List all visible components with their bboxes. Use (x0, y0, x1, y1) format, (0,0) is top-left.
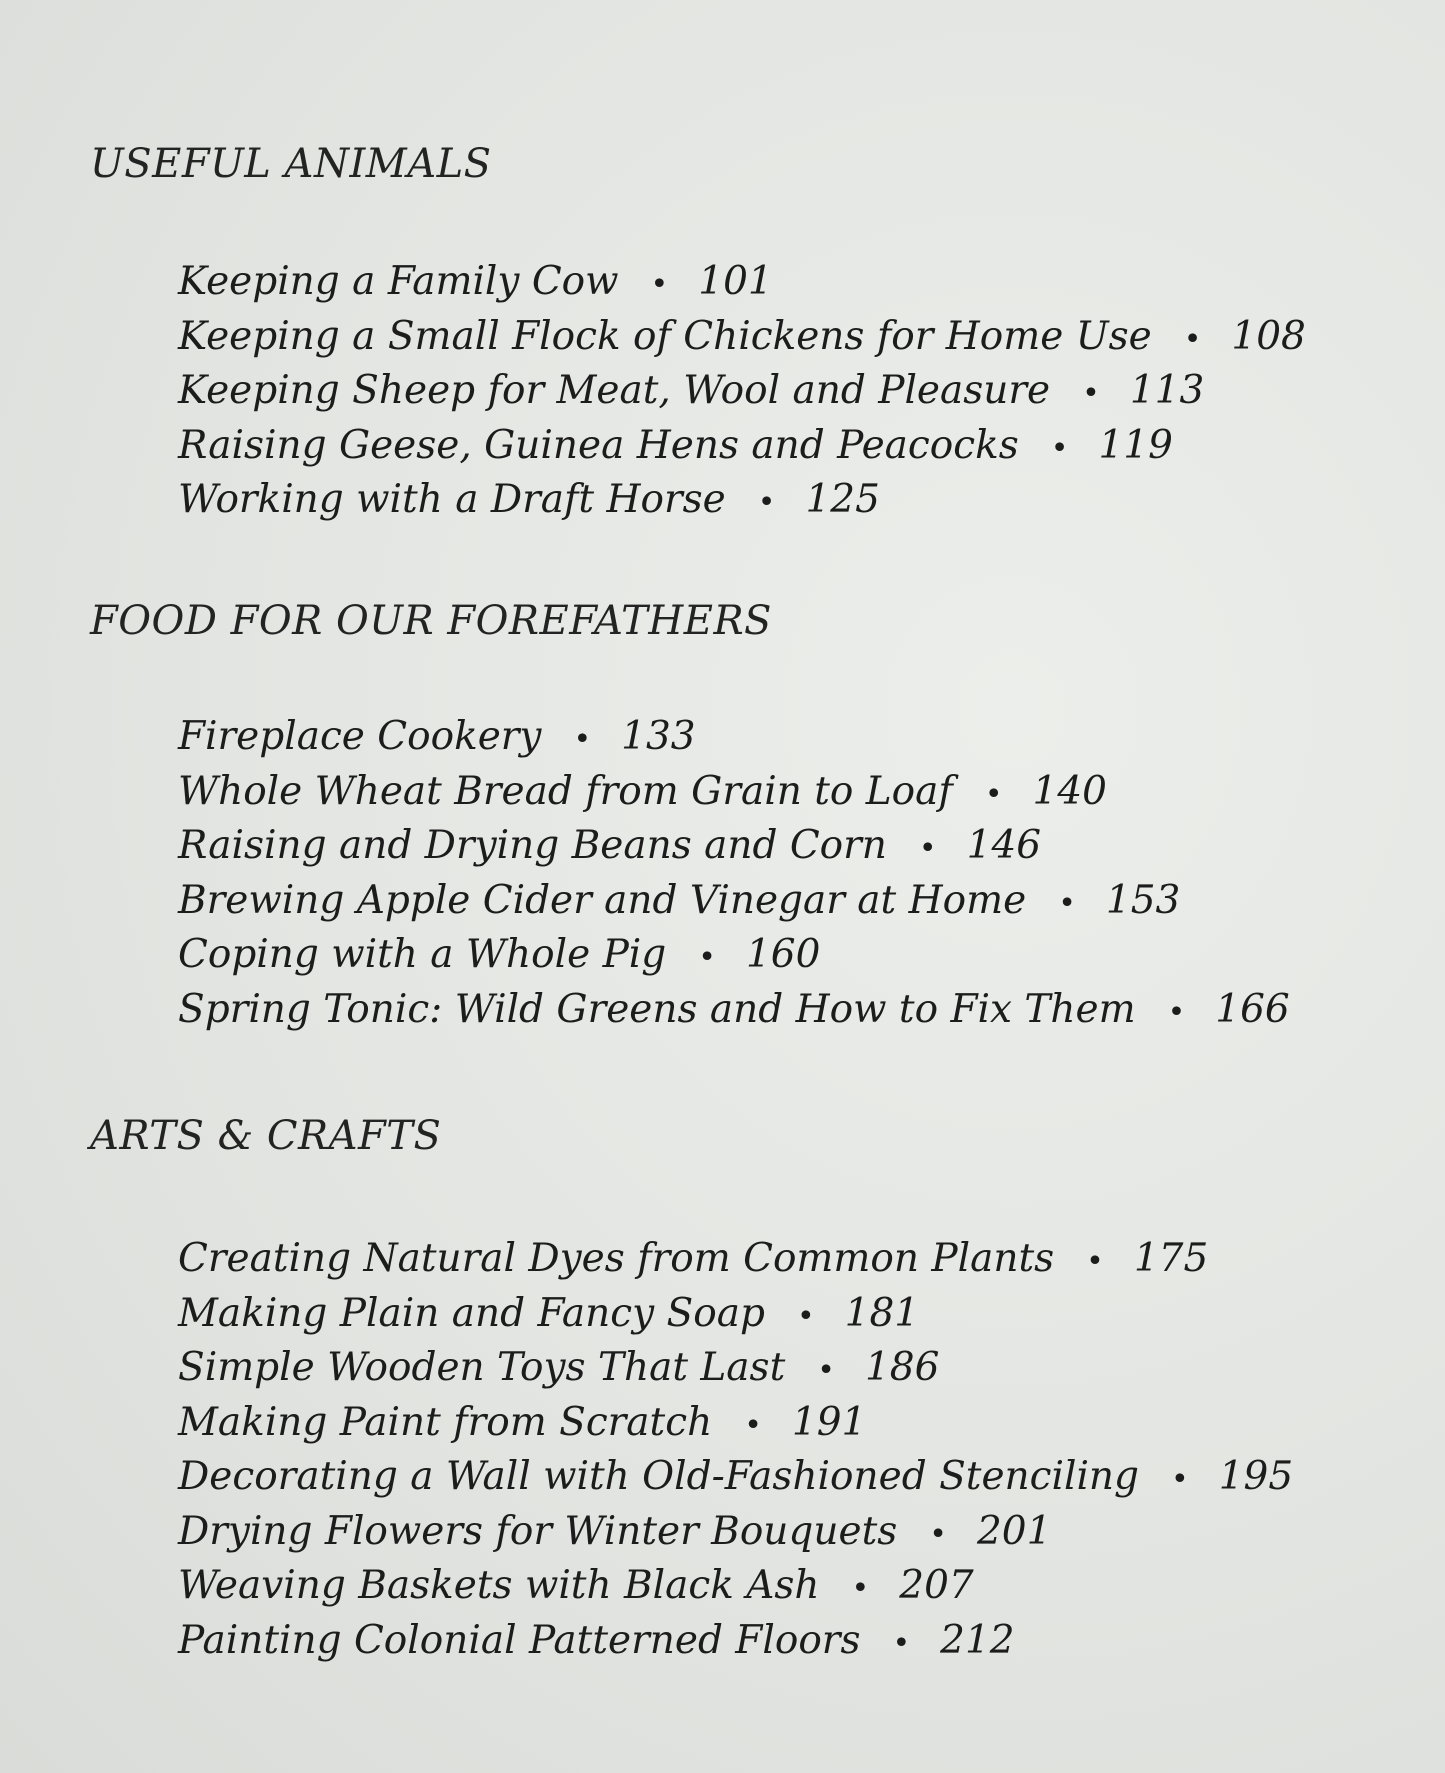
bullet-separator: • (757, 485, 776, 520)
entry-title: Coping with a Whole Pig (178, 932, 667, 977)
toc-entry (178, 1288, 1390, 1343)
entry-title: Making Paint from Scratch (178, 1399, 713, 1445)
toc-entry (178, 766, 1390, 821)
section-title: ARTS & CRAFTS (90, 1113, 442, 1159)
toc-entry (178, 875, 1390, 930)
bullet-separator: • (1082, 376, 1100, 411)
entry-page: 125 (805, 477, 880, 522)
entry-title: Decorating a Wall with Old-Fashioned Stenciling (178, 1454, 1140, 1499)
entry-list (90, 256, 1390, 529)
toc-entry (178, 256, 1390, 311)
bullet-separator: • (796, 1298, 815, 1334)
section-food-for-our-forefathers (90, 597, 1390, 1038)
toc-entry (178, 1451, 1390, 1506)
toc-entry (178, 311, 1390, 366)
entry-title: Fireplace Cookery (178, 714, 542, 759)
section-title: USEFUL ANIMALS (90, 141, 492, 187)
entry-page: 212 (940, 1617, 1015, 1663)
bullet-separator: • (573, 722, 592, 757)
toc-entry (178, 1506, 1390, 1561)
entry-page: 113 (1129, 368, 1205, 413)
toc-entry (178, 711, 1390, 766)
entry-page: 175 (1133, 1236, 1209, 1281)
toc-entry (178, 1615, 1390, 1670)
toc-entry (178, 820, 1390, 875)
bullet-separator: • (984, 776, 1003, 812)
section-useful-animals (90, 140, 1390, 529)
bullet-separator: • (1050, 430, 1069, 466)
bullet-separator: • (1167, 994, 1186, 1030)
entry-title: Painting Colonial Patterned Floors (178, 1617, 861, 1663)
entry-page: 201 (976, 1508, 1052, 1554)
bullet-separator: • (817, 1353, 835, 1388)
entry-title: Keeping a Family Cow (178, 259, 619, 304)
entry-page: 191 (791, 1399, 867, 1445)
bullet-separator: • (744, 1407, 762, 1443)
entry-title: Making Plain and Fancy Soap (178, 1290, 765, 1336)
entry-title: Working with a Draft Horse (178, 477, 726, 522)
entry-page: 108 (1231, 313, 1306, 359)
entry-title: Raising Geese, Guinea Hens and Peacocks (178, 422, 1019, 468)
bullet-separator: • (1171, 1462, 1189, 1497)
entry-title: Whole Wheat Bread from Grain to Loaf (178, 768, 953, 814)
entry-title: Creating Natural Dyes from Common Plants (178, 1236, 1055, 1281)
entry-title: Drying Flowers for Winter Bouquets (178, 1508, 898, 1554)
toc-entry (178, 1233, 1390, 1288)
entry-page: 140 (1032, 768, 1107, 814)
toc-entry (178, 474, 1390, 529)
bullet-separator: • (698, 940, 716, 975)
bullet-separator: • (892, 1625, 911, 1661)
toc-entry (178, 984, 1390, 1039)
entry-page: 195 (1218, 1454, 1294, 1499)
entry-page: 119 (1098, 422, 1173, 468)
entry-title: Spring Tonic: Wild Greens and How to Fix Them (178, 986, 1136, 1032)
toc-entry (178, 1560, 1390, 1615)
entry-list (90, 1233, 1390, 1669)
entry-list (90, 711, 1390, 1038)
bullet-separator: • (918, 831, 937, 866)
entry-page: 181 (844, 1290, 920, 1336)
toc-entry (178, 929, 1390, 984)
entry-page: 133 (621, 714, 696, 759)
toc-entry (178, 420, 1390, 475)
entry-title: Simple Wooden Toys That Last (178, 1345, 786, 1390)
entry-title: Raising and Drying Beans and Corn (178, 823, 887, 868)
entry-page: 166 (1215, 986, 1290, 1032)
toc-entry (178, 1342, 1390, 1397)
entry-title: Weaving Baskets with Black Ash (178, 1563, 820, 1608)
entry-page: 207 (899, 1563, 974, 1608)
bullet-separator: • (1183, 321, 1202, 357)
section-title: FOOD FOR OUR FOREFATHERS (90, 598, 772, 644)
entry-title: Brewing Apple Cider and Vinegar at Home (178, 877, 1027, 923)
entry-page: 101 (698, 259, 773, 304)
entry-title: Keeping Sheep for Meat, Wool and Pleasure (178, 368, 1051, 413)
bullet-separator: • (929, 1516, 947, 1552)
bullet-separator: • (851, 1571, 870, 1606)
bullet-separator: • (1058, 885, 1076, 921)
entry-page: 160 (745, 932, 821, 977)
bullet-separator: • (1086, 1244, 1104, 1279)
bullet-separator: • (650, 267, 669, 302)
entry-title: Keeping a Small Flock of Chickens for Home Use (178, 313, 1152, 359)
entry-page: 146 (966, 823, 1042, 868)
section-arts-and-crafts (90, 1112, 1390, 1669)
entry-page: 153 (1105, 877, 1181, 923)
entry-page: 186 (864, 1345, 940, 1390)
toc-entry (178, 365, 1390, 420)
toc-entry (178, 1397, 1390, 1452)
